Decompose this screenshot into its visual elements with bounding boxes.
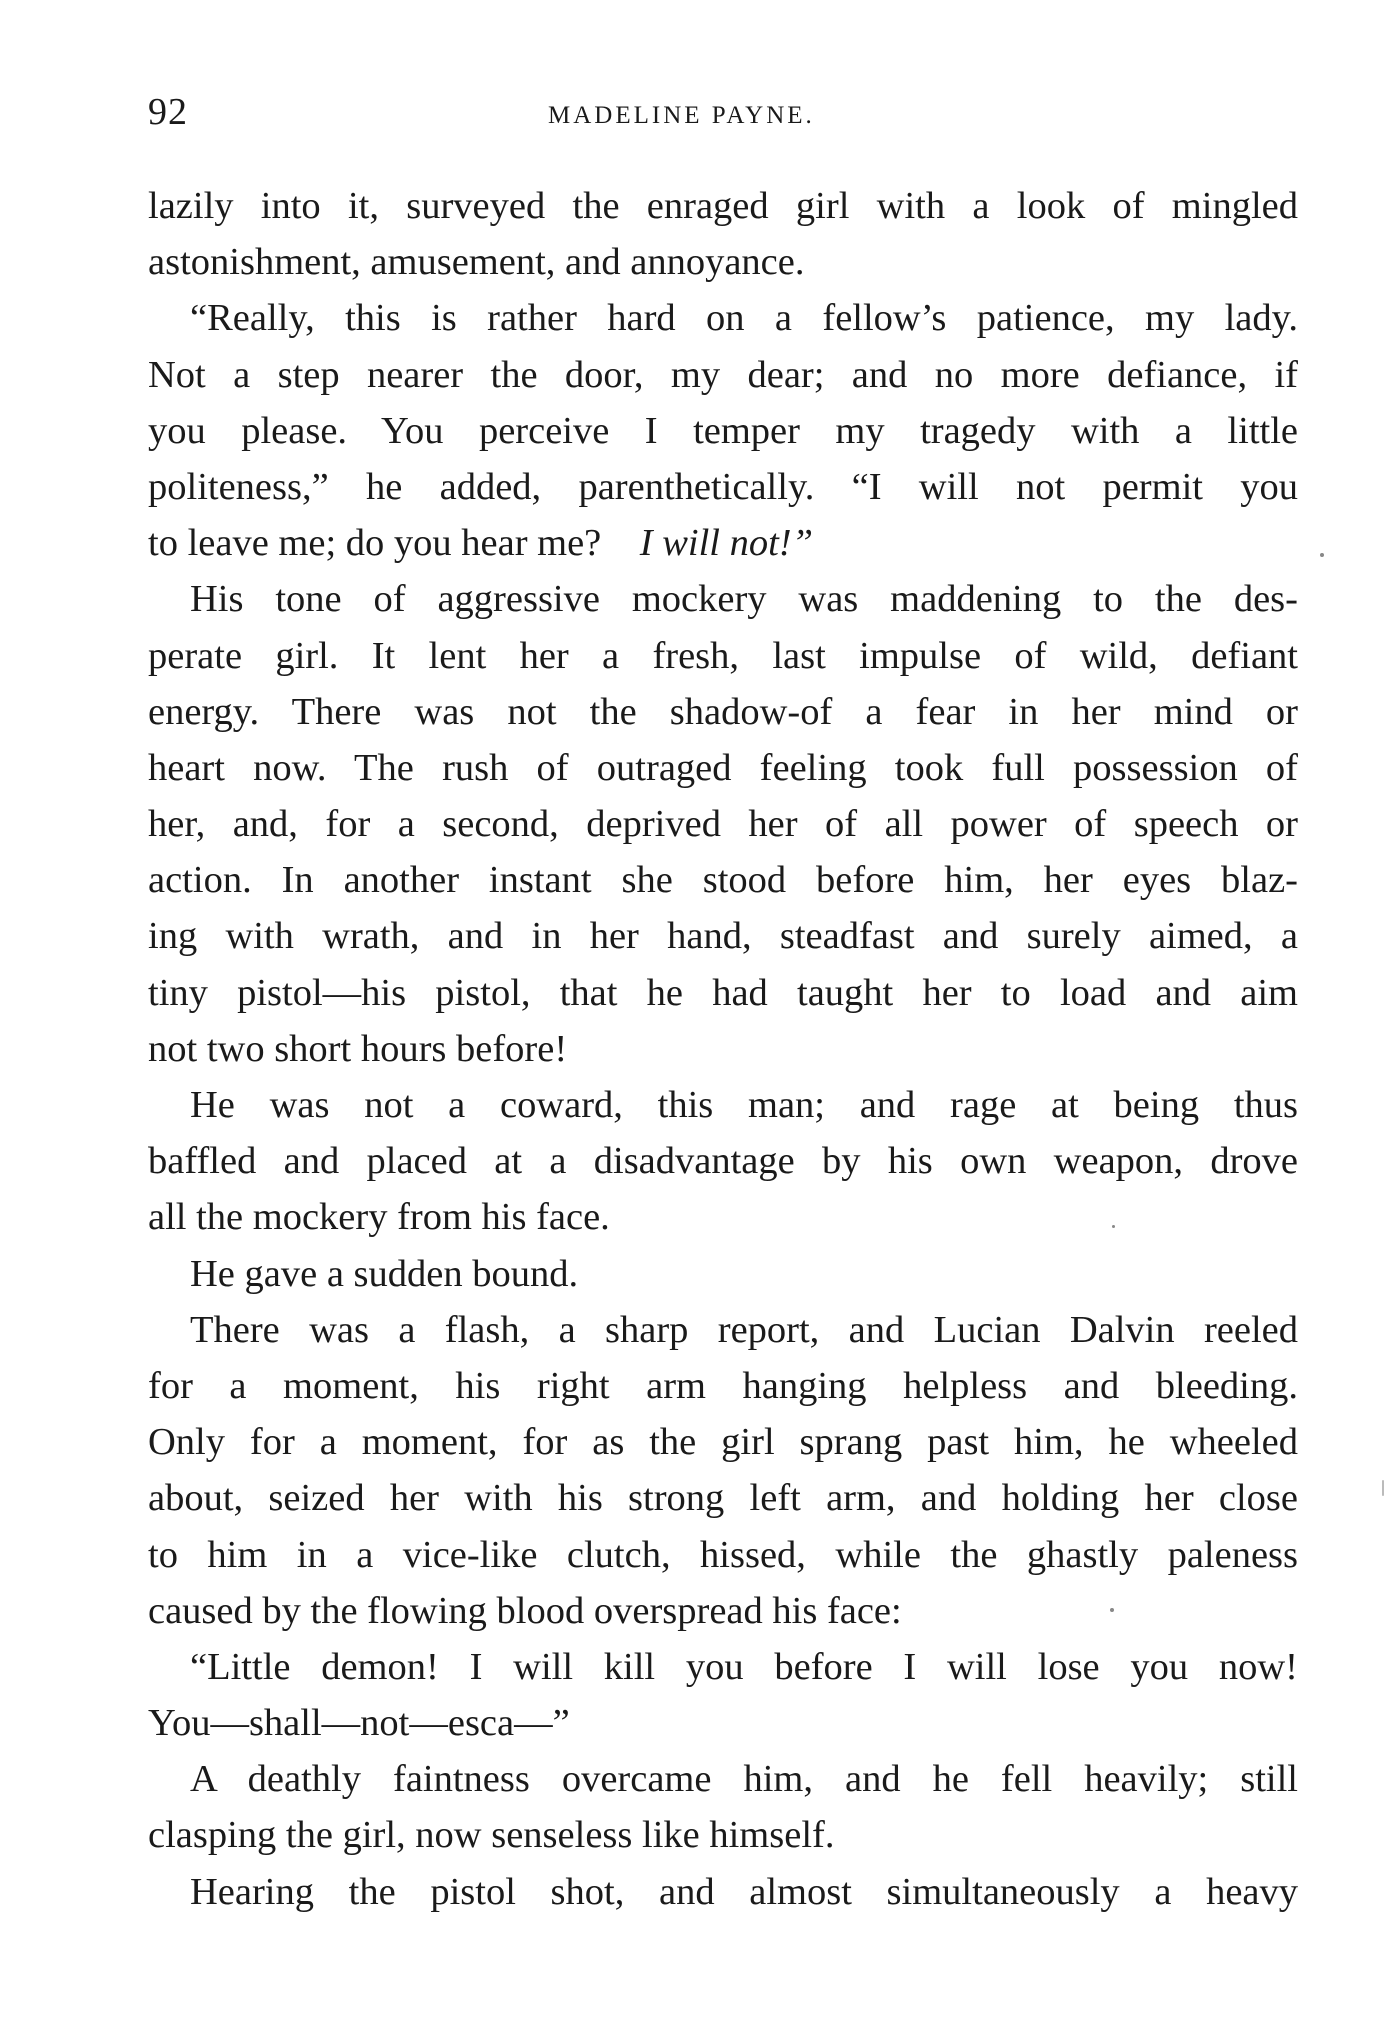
- text-line: [148, 1246, 1298, 1302]
- text-line: [148, 1639, 1298, 1695]
- print-speck: [1112, 1225, 1115, 1228]
- text-line: [148, 1133, 1298, 1189]
- line-text: for a moment, his right arm hanging helpless and bleeding.: [148, 1364, 1298, 1407]
- line-text: tiny pistol—his pistol, that he had taught her to load and aim: [148, 971, 1298, 1014]
- text-line: [148, 1807, 1298, 1863]
- line-text: A deathly faintness overcame him, and he fell heavily; still: [190, 1758, 1298, 1801]
- text-line: [148, 178, 1298, 234]
- text-line: [148, 1414, 1298, 1470]
- line-text: energy. There was not the shadow-of a fear in her mind or: [148, 690, 1298, 733]
- print-speck: [1382, 1480, 1384, 1496]
- text-line: [148, 1583, 1298, 1639]
- line-text: to leave me; do you hear me?: [148, 522, 602, 565]
- text-line: [148, 1695, 1298, 1751]
- line-text: astonishment, amusement, and annoyance.: [148, 241, 805, 284]
- line-text: not two short hours before!: [148, 1027, 568, 1070]
- line-text: “Little demon! I will kill you before I will lose you now!: [190, 1645, 1298, 1688]
- running-head-title: MADELINE PAYNE.: [548, 102, 815, 129]
- line-text: her, and, for a second, deprived her of all power of speech or: [148, 803, 1298, 846]
- line-text: about, seized her with his strong left arm, and holding her close: [148, 1477, 1298, 1520]
- print-speck: [1110, 1608, 1114, 1612]
- line-text: heart now. The rush of outraged feeling took full possession of: [148, 746, 1298, 789]
- line-text: Hearing the pistol shot, and almost simultaneously a heavy: [190, 1870, 1298, 1913]
- text-line: [148, 740, 1298, 796]
- text-line: [148, 234, 1298, 290]
- line-text: perate girl. It lent her a fresh, last impulse of wild, defiant: [148, 634, 1298, 677]
- line-text: You—shall—not—esca—”: [148, 1702, 570, 1745]
- text-line: [148, 1358, 1298, 1414]
- line-text: baffled and placed at a disadvantage by his own weapon, drove: [148, 1140, 1298, 1183]
- text-line: [148, 965, 1298, 1021]
- page-number: 92: [148, 91, 188, 133]
- text-line: [148, 347, 1298, 403]
- text-line: [148, 628, 1298, 684]
- line-text: to him in a vice-like clutch, hissed, while the ghastly paleness: [148, 1533, 1298, 1576]
- line-text: lazily into it, surveyed the enraged girl with a look of mingled: [148, 185, 1298, 227]
- text-line: [148, 908, 1298, 964]
- line-text: “Really, this is rather hard on a fellow’s patience, my lady.: [190, 297, 1298, 340]
- line-text: He was not a coward, this man; and rage at being thus: [190, 1084, 1298, 1126]
- text-line: [148, 515, 1298, 571]
- text-line: [148, 1189, 1298, 1245]
- line-text: action. In another instant she stood before him, her eyes blaz-: [148, 859, 1298, 902]
- line-text: Only for a moment, for as the girl sprang past him, he wheeled: [148, 1421, 1298, 1464]
- text-line: [148, 571, 1298, 627]
- text-line: [148, 403, 1298, 459]
- line-text: clasping the girl, now senseless like himself.: [148, 1814, 835, 1857]
- line-text: Not a step nearer the door, my dear; and no more defiance, if: [148, 353, 1298, 396]
- text-line: [148, 459, 1298, 515]
- text-line: [148, 1751, 1298, 1807]
- page-header: [148, 82, 1298, 142]
- text-line: [148, 1302, 1298, 1358]
- text-line: [148, 852, 1298, 908]
- line-italic-text: I will not!”: [639, 522, 814, 565]
- line-text: There was a flash, a sharp report, and Lucian Dalvin reeled: [190, 1308, 1298, 1351]
- body-text: [148, 178, 1298, 1920]
- line-text: He gave a sudden bound.: [190, 1252, 579, 1295]
- text-line: [148, 1021, 1298, 1077]
- text-line: [148, 684, 1298, 740]
- print-speck: [1320, 553, 1324, 557]
- text-line: [148, 1470, 1298, 1526]
- line-text: all the mockery from his face.: [148, 1196, 610, 1239]
- text-line: [148, 1077, 1298, 1133]
- line-text: ing with wrath, and in her hand, steadfast and surely aimed, a: [148, 915, 1298, 958]
- line-text: you please. You perceive I temper my tragedy with a little: [148, 409, 1298, 452]
- line-text: politeness,” he added, parenthetically. “I will not permit you: [148, 465, 1298, 508]
- line-text: caused by the flowing blood overspread his face:: [148, 1589, 902, 1632]
- text-line: [148, 796, 1298, 852]
- text-line: [148, 1864, 1298, 1920]
- text-line: [148, 1527, 1298, 1583]
- line-text: His tone of aggressive mockery was maddening to the des-: [190, 578, 1298, 621]
- text-line: [148, 290, 1298, 346]
